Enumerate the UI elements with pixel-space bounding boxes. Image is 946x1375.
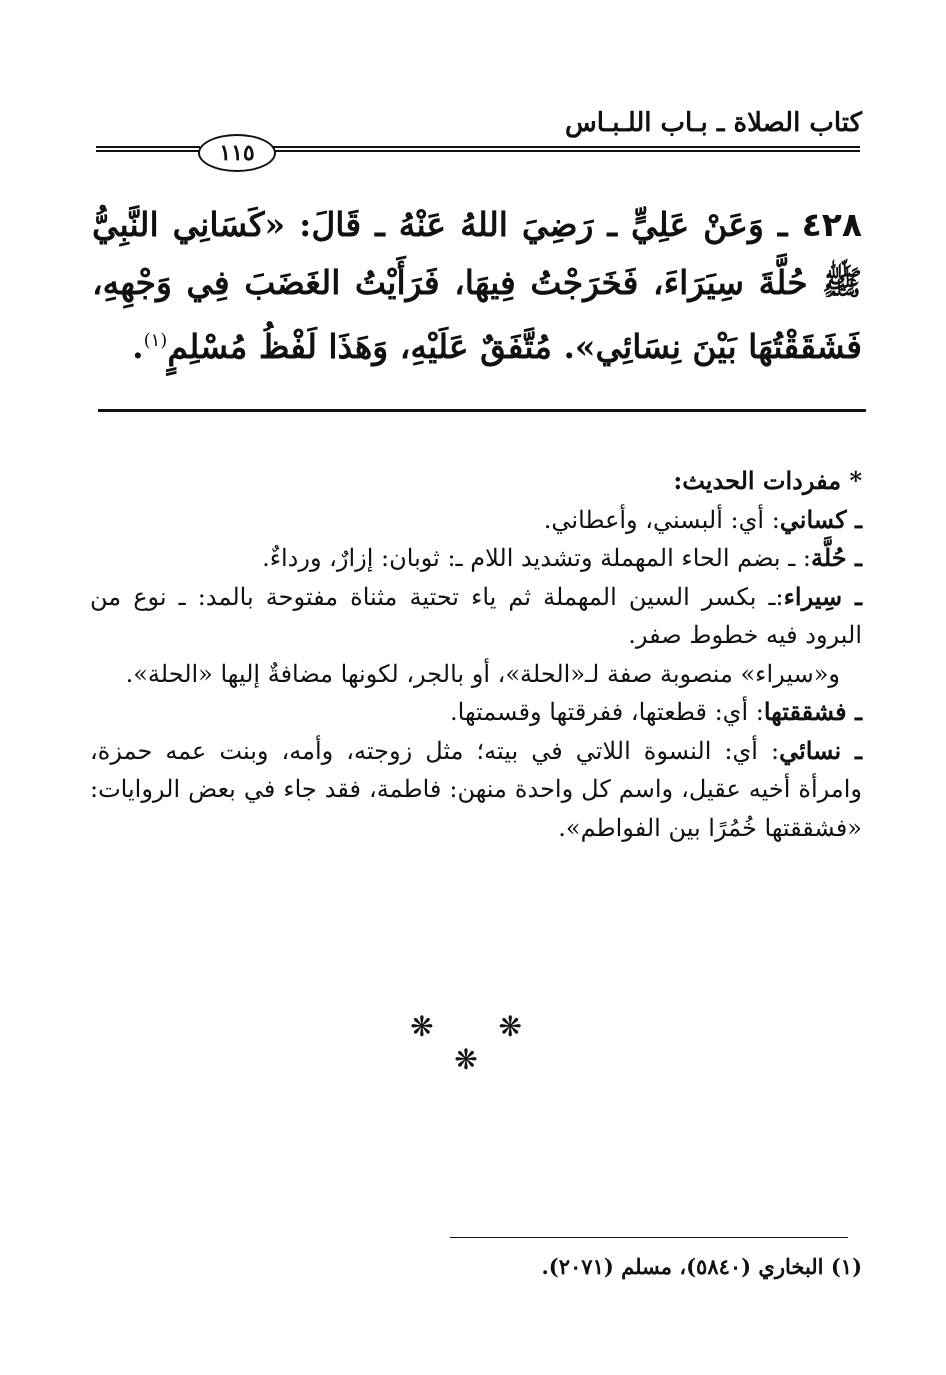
- vocab-note-text: و«سيراء» منصوبة صفة لـ«الحلة»، أو بالجر، لكونها مضافةٌ إليها «الحلة».: [125, 659, 840, 688]
- vocabulary-heading: * مفردات الحديث:: [673, 466, 862, 495]
- vocab-entry: [90, 539, 862, 578]
- section-divider: [98, 409, 866, 412]
- vocab-definition: : أي: قطعتها، ففرقتها وقسمتها.: [450, 698, 764, 726]
- footnote: (١) البخاري (٥٨٤٠)، مسلم (٢٠٧١).: [541, 1254, 862, 1279]
- vocab-term: ـ نسائي: [779, 735, 862, 765]
- hadith-end: .: [132, 327, 144, 366]
- vocab-definition: : ـ بضم الحاء المهملة وتشديد اللام ـ: ثوبان: إزارٌ، ورداءٌ.: [262, 544, 811, 572]
- hadith-text: [92, 196, 862, 376]
- header-rule: [96, 146, 200, 152]
- vocab-term: ـ سِيراء: [783, 581, 862, 611]
- hadith-number: ٤٢٨: [801, 205, 862, 244]
- vocab-term: ـ فشققتها: [763, 697, 862, 726]
- vocabulary-section: [90, 462, 862, 847]
- footnote-rule: [450, 1237, 848, 1238]
- vocab-definition: : أي: ألبسني، وأعطاني.: [543, 505, 780, 534]
- vocab-entry: [90, 501, 862, 540]
- vocab-term: ـ حُلَّة: [810, 543, 862, 572]
- vocab-definition: :ـ بكسر السين المهملة ثم ياء تحتية مثناة مفتوحة بالمد: ـ نوع من البرود فيه خطوط صفر.: [90, 582, 862, 649]
- vocab-entry: [90, 693, 862, 732]
- vocab-term: ـ كساني: [779, 504, 862, 534]
- page-number: ١١٥: [198, 134, 276, 172]
- section-separator: ❋ ❋ ❋: [410, 1010, 550, 1076]
- hadith-body: ـ وَعَنْ عَلِيٍّ ـ رَضِيَ اللهُ عَنْهُ ـ قَالَ: «كَسَانِي النَّبِيُّ ﷺ حُلَّةَ سِيَرَاءَ، فَخَرَجْتُ فِيهَا، فَرَأَيْتُ الغَضَبَ فِي وَجْهِهِ، فَشَقَقْتُهَا بَيْنَ نِسَائِي». مُتَّفَقٌ عَلَيْهِ، وَهَذَا لَفْظُ مُسْلِمٍ: [92, 205, 862, 366]
- vocab-note: [90, 655, 862, 694]
- header-rule: [272, 146, 860, 152]
- vocab-entry: [90, 732, 862, 848]
- running-title: كتاب الصلاة ـ بـاب اللـبـاس: [564, 108, 862, 138]
- footnote-marker[interactable]: (١): [143, 330, 168, 351]
- vocab-definition: : أي: النسوة اللاتي في بيته؛ مثل زوجته، وأمه، وبنت عمه حمزة، وامرأة أخيه عقيل، واسم كل واحدة منهن: فاطمة، فقد جاء في بعض الروايات: «فشققتها خُمُرًا بين الفواطم».: [90, 736, 862, 842]
- vocab-entry: [90, 578, 862, 655]
